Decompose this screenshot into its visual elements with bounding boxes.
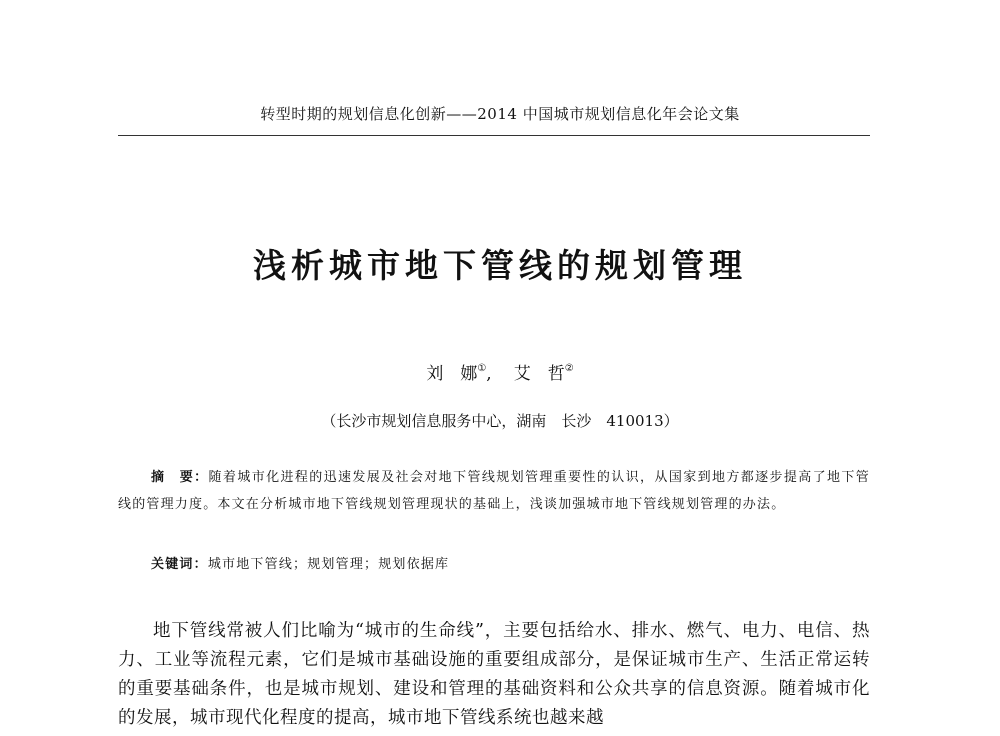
body-paragraph: 地下管线常被人们比喻为“城市的生命线”，主要包括给水、排水、燃气、电力、电信、热力、工业等流程元素，它们是城市基础设施的重要组成部分，是保证城市生产、生活正常运转的重要基础条件，也是城市规划、建设和管理的基础资料和公众共享的信息资源。随着城市化的发展，城市现代化程度的提高，城市地下管线系统也越来越: [118, 621, 870, 728]
keywords-text: 城市地下管线；规划管理；规划依据库: [207, 557, 450, 572]
running-header: 转型时期的规划信息化创新——2014 中国城市规划信息化年会论文集: [260, 105, 740, 123]
author-name: 刘 娜: [426, 364, 478, 384]
header-rule: [118, 135, 870, 136]
author-name: 艾 哲: [513, 364, 565, 384]
author-line: [0, 359, 1000, 384]
author-separator: ,: [486, 364, 492, 384]
author-affiliation: （长沙市规划信息服务中心，湖南 长沙 410013）: [321, 412, 679, 430]
keywords-label: 关键词：: [151, 557, 208, 572]
author-footnote-mark: ②: [564, 363, 574, 374]
author-footnote-mark: ①: [477, 363, 487, 374]
paper-title: 浅析城市地下管线的规划管理: [253, 246, 747, 285]
abstract: [118, 464, 870, 518]
abstract-label: 摘 要：: [151, 470, 209, 485]
abstract-text: 随着城市化进程的迅速发展及社会对地下管线规划管理重要性的认识，从国家到地方都逐步提高了地下管线的管理力度。本文在分析城市地下管线规划管理现状的基础上，浅谈加强城市地下管线规划管理的办法。: [118, 470, 870, 512]
keywords: [151, 552, 870, 577]
